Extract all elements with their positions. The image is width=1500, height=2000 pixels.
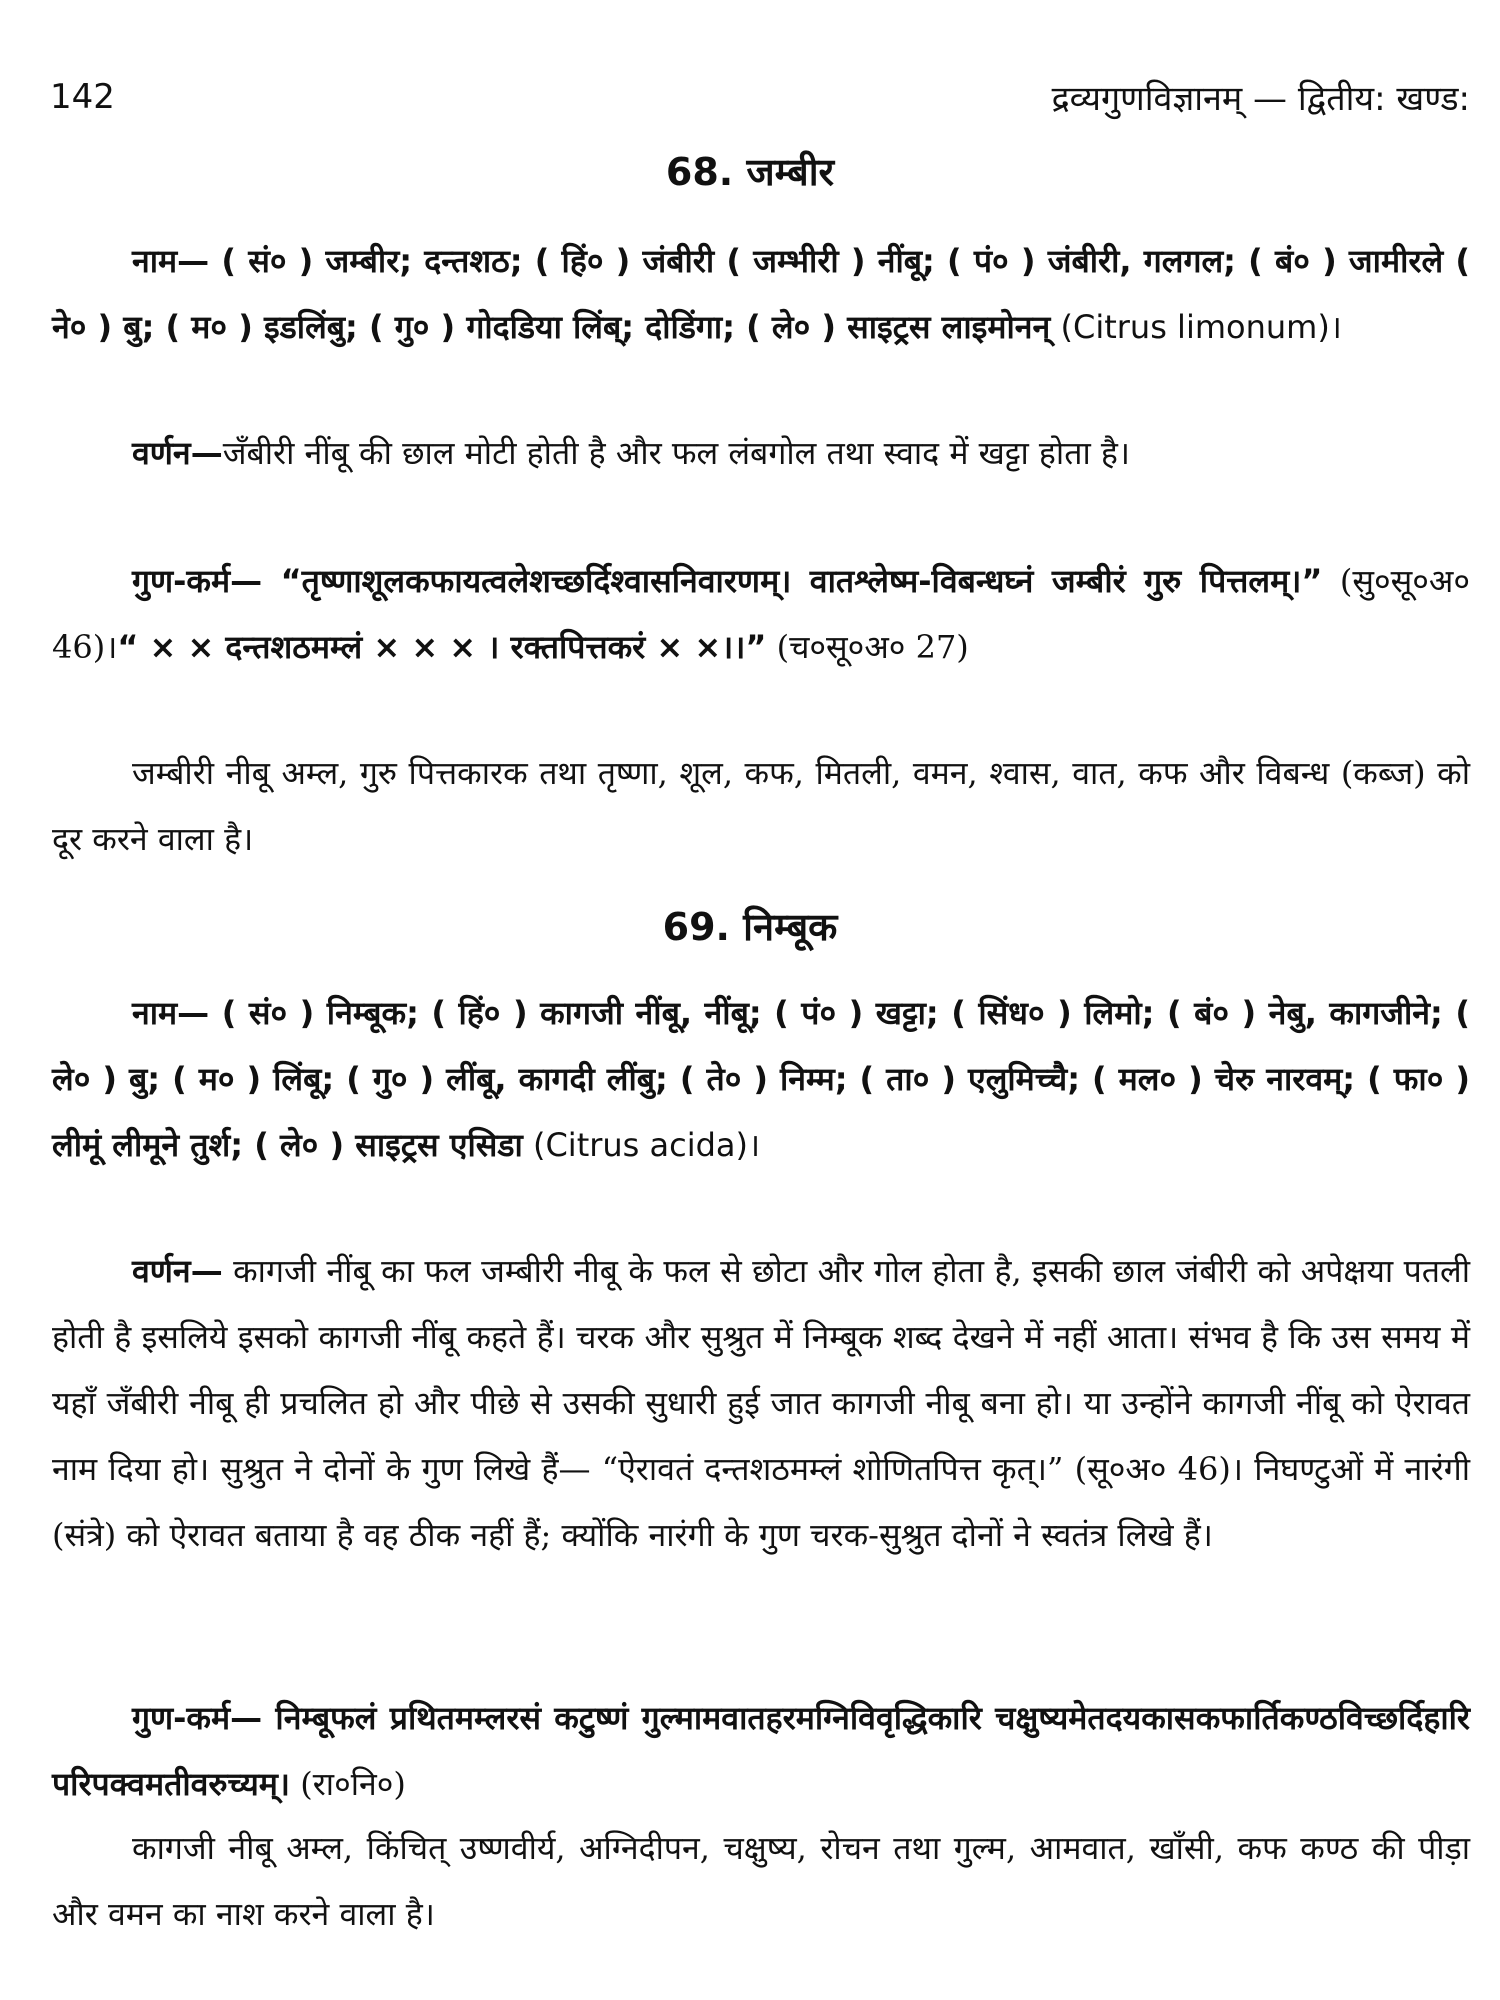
properties-label: गुण-कर्म— [132,1699,263,1737]
entry-title-68: 68. जम्बीर [665,150,835,194]
names-paragraph-68 [52,228,1470,360]
latin-name: (Citrus limonum)। [1050,308,1342,346]
properties-paragraph-68 [52,548,1470,680]
description-label: वर्णन— [132,434,223,472]
book-title: द्रव्यगुणविज्ञानम् — द्वितीय: खण्ड: [1051,79,1470,119]
translation-text: जम्बीरी नीबू अम्ल, गुरु पित्तकारक तथा तृष्णा, शूल, कफ, मितली, वमन, श्वास, वात, कफ और विबन्ध (कब्ज) को दूर करने वाला है। [52,754,1470,858]
properties-paragraph-69 [52,1685,1470,1817]
sanskrit-quote: निम्बूफलं प्रथितमम्लरसं कटुष्णं गुल्मामवातहरमग्निविवृद्धिकारि चक्षुष्यमेतदयकासकफार्तिकण्ठविच्छर्दिहारि परिपक्वमतीवरुच्यम्। [52,1699,1470,1803]
citation: (सु०सू०अ० 46)। [52,562,1470,666]
sanskrit-quote: “ × × दन्तशठमम्लं × × × । रक्तपित्तकरं × ×।।” [117,628,767,666]
properties-label: गुण-कर्म— [132,562,263,600]
translation-text: कागजी नीबू अम्ल, किंचित् उष्णवीर्य, अग्निदीपन, चक्षुष्य, रोचन तथा गुल्म, आमवात, खाँसी, कफ कण्ठ की पीड़ा और वमन का नाश करने वाला है। [52,1829,1470,1933]
names-text: ( सं० ) निम्बूक; ( हिं० ) कागजी नींबू, नींबू; ( पं० ) खट्टा; ( सिंध० ) लिमो; ( बं० ) नेबु, कागजीने; ( ले० ) बु; ( म० ) लिंबू; ( गु० ) लींबू, कागदी लींबु; ( ते० ) निम्म; ( ता० ) एलुमिच्चै; ( मल० ) चेरु नारवम्; ( फा० ) लीमूं लीमूने तुर्श; ( ले० ) साइट्रस एसिडा [52,994,1470,1164]
names-label: नाम— [132,994,210,1032]
sanskrit-quote: “तृष्णाशूलकफायत्वलेशच्छर्दिश्वासनिवारणम्। वातश्लेष्म-विबन्धघ्नं जम्बीरं गुरु पित्तलम्।” [262,562,1323,600]
citation: (च०सू०अ० 27) [766,628,969,666]
entry-title-69: 69. निम्बूक [662,905,838,949]
description-paragraph-69 [52,1238,1470,1568]
description-text: कागजी नींबू का फल जम्बीरी नीबू के फल से छोटा और गोल होता है, इसकी छाल जंबीरी को अपेक्षया पतली होती है इसलिये इसको कागजी नींबू कहते हैं। चरक और सुश्रुत में निम्बूक शब्द देखने में नहीं आता। संभव है कि उस समय में यहाँ जँबीरी नीबू ही प्रचलित हो और पीछे से उसकी सुधारी हुई जात कागजी नीबू बना हो। या उन्होंने कागजी नींबू को ऐरावत नाम दिया हो। सुश्रुत ने दोनों के गुण लिखे हैं— “ऐरावतं दन्तशठमम्लं शोणितपित्त कृत्।” (सू०अ० 46)। निघण्टुओं में नारंगी (संत्रे) को ऐरावत बताया है वह ठीक नहीं हैं; क्योंकि नारंगी के गुण चरक-सुश्रुत दोनों ने स्वतंत्र लिखे हैं। [52,1252,1470,1554]
description-text: जँबीरी नींबू की छाल मोटी होती है और फल लंबगोल तथा स्वाद में खट्टा होता है। [222,434,1131,472]
names-text: ( सं० ) जम्बीर; दन्तशठ; ( हिं० ) जंबीरी ( जम्भीरी ) नींबू; ( पं० ) जंबीरी, गलगल; ( बं० ) जामीरले ( ने० ) बु; ( म० ) इडलिंबु; ( गु० ) गोदडिया लिंब्; दोडिंगा; ( ले० ) साइट्रस लाइमोनन् [52,242,1470,346]
citation: (रा०नि०) [290,1765,406,1803]
latin-name: (Citrus acida)। [522,1126,761,1164]
page-number: 142 [50,77,115,117]
running-head [50,72,1470,122]
names-label: नाम— [132,242,210,280]
translation-paragraph-69 [52,1815,1470,1947]
translation-paragraph-68 [52,740,1470,872]
description-paragraph-68 [52,420,1470,486]
names-paragraph-69 [52,980,1470,1178]
description-label: वर्णन— [132,1252,223,1290]
